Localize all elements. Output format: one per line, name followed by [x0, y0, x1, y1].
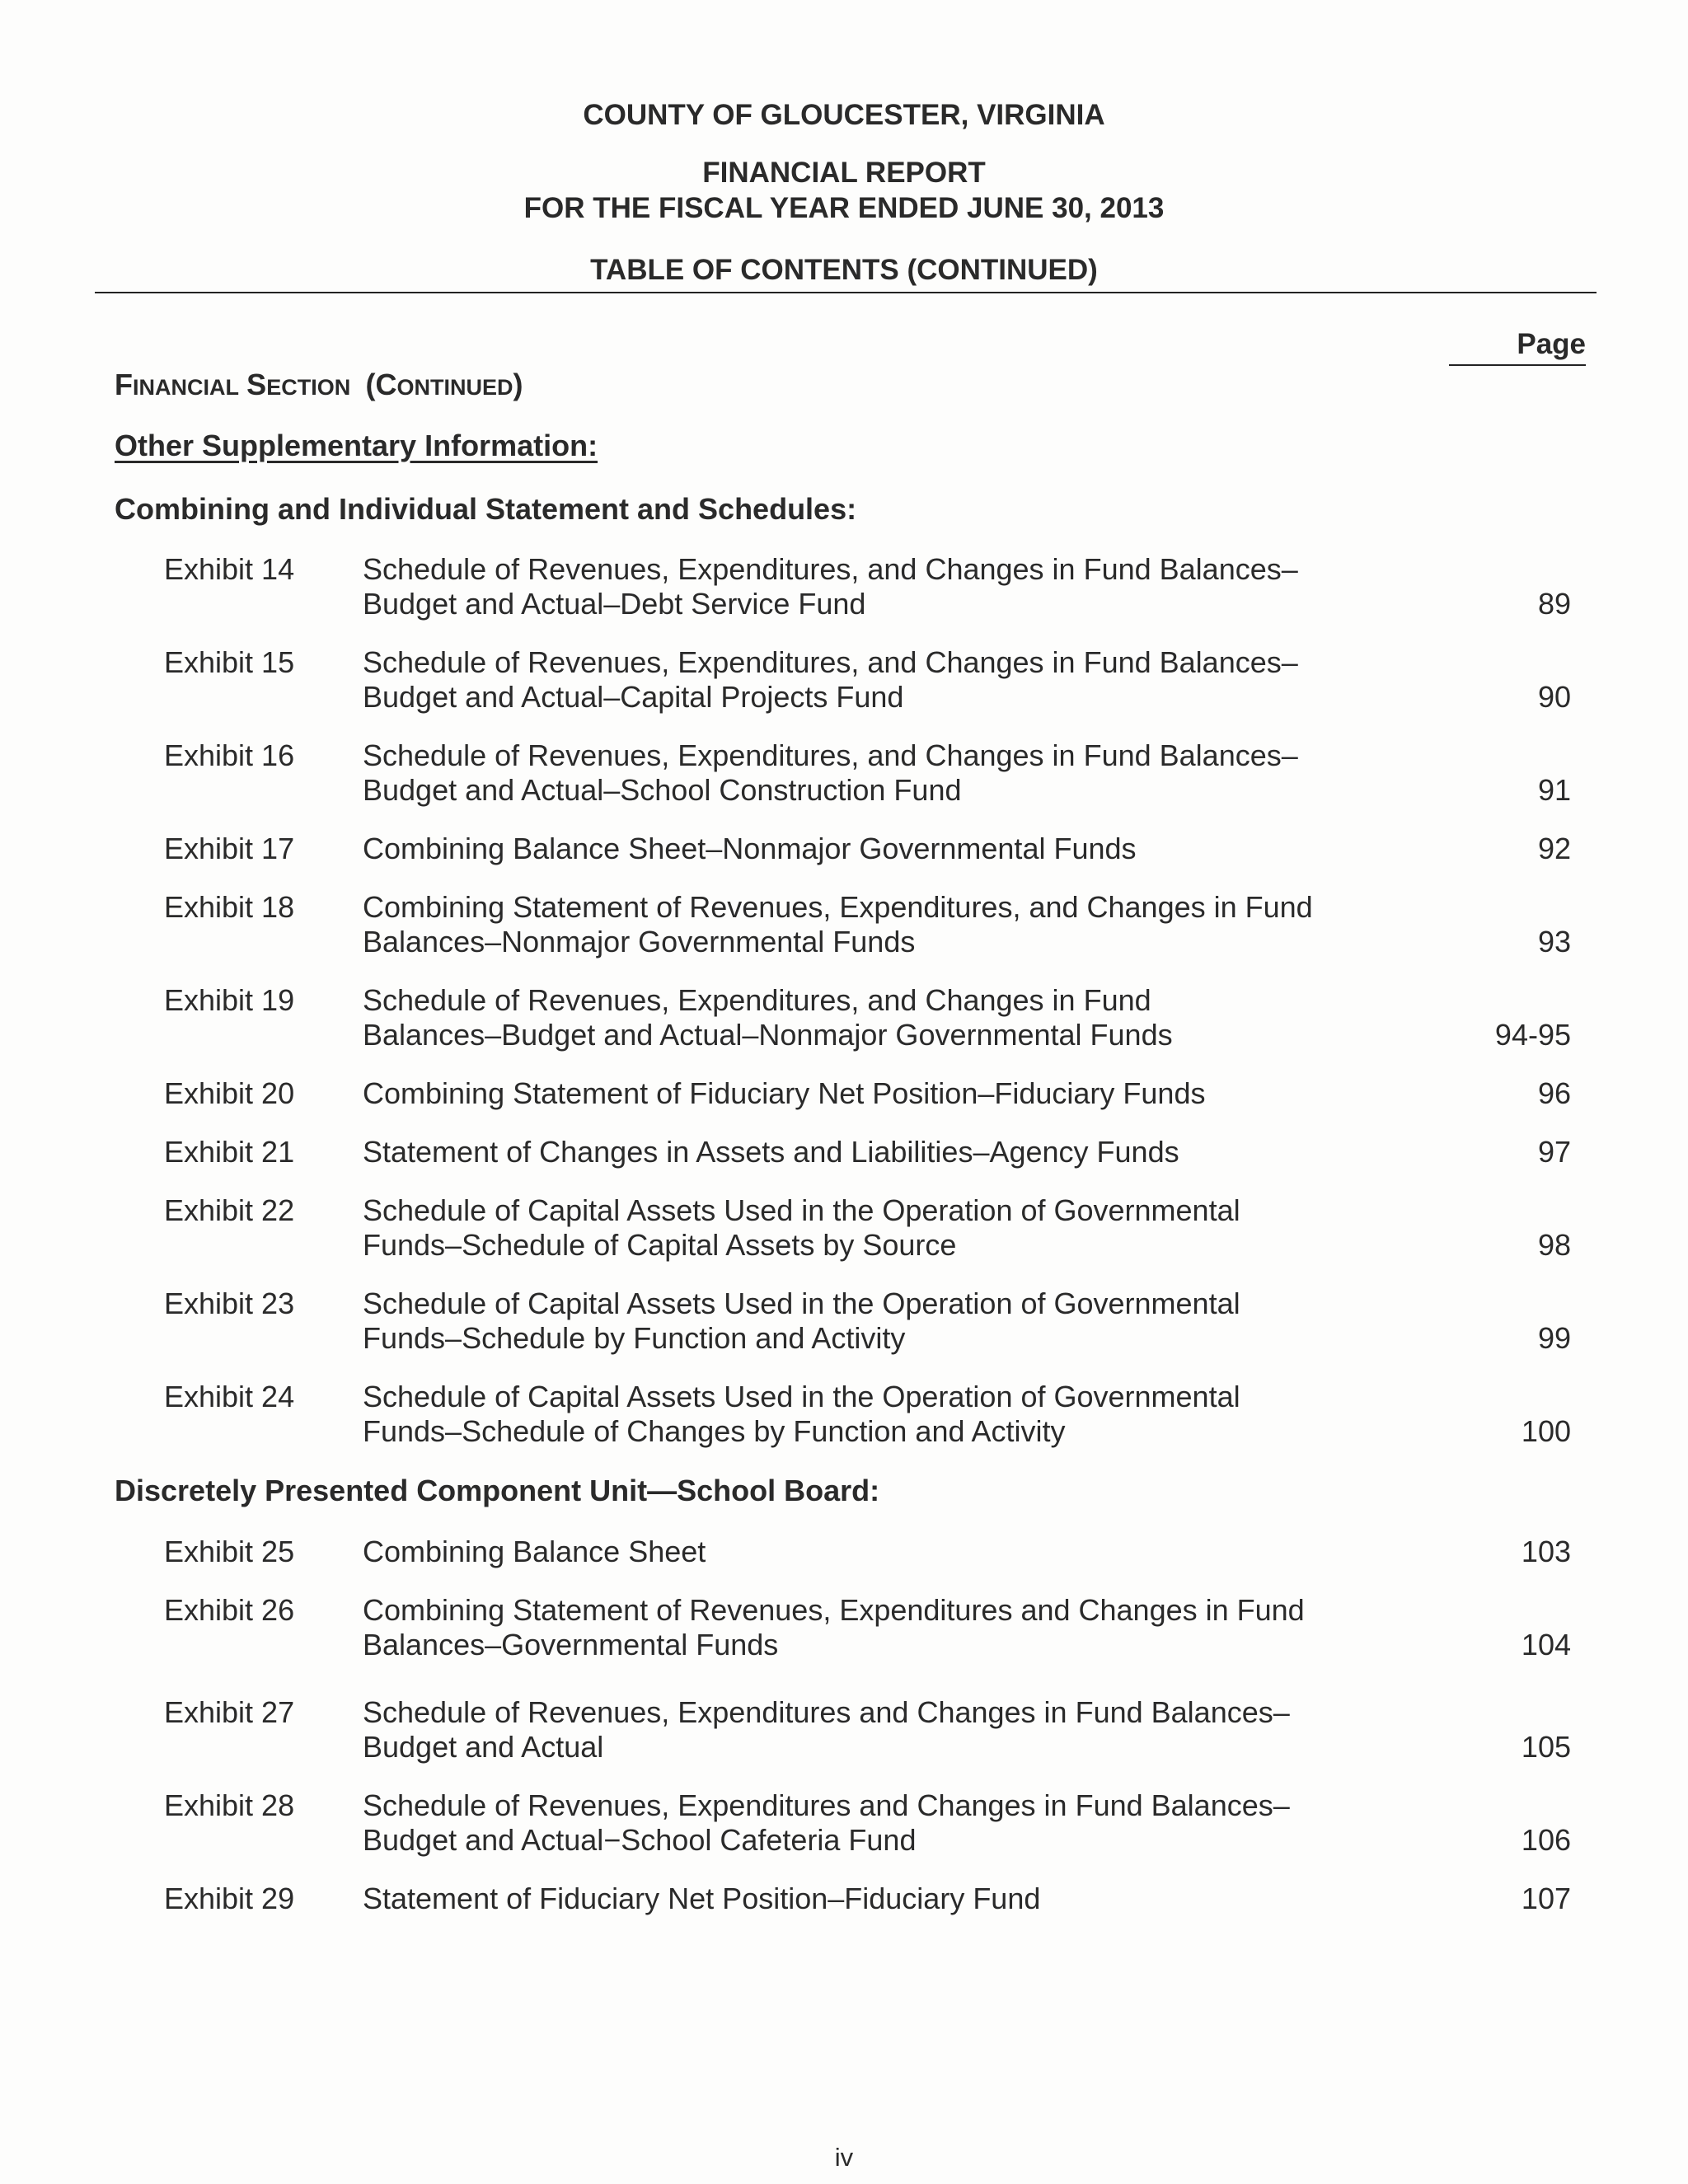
toc-entry[interactable]: Exhibit 27 Schedule of Revenues, Expenditures and Changes in Fund Balances– Budget and Actual 105: [164, 1695, 1571, 1764]
other-supplementary-heading: Other Supplementary Information:: [115, 429, 598, 462]
toc-entry[interactable]: Exhibit 28 Schedule of Revenues, Expenditures and Changes in Fund Balances– Budget and Actual−School Cafeteria Fund 106: [164, 1788, 1571, 1857]
group-heading-school-board: Discretely Presented Component Unit—School Board:: [115, 1474, 880, 1507]
toc-entry[interactable]: Exhibit 14 Schedule of Revenues, Expenditures, and Changes in Fund Balances– Budget and Actual–Debt Service Fund 89: [164, 552, 1571, 621]
toc-entry[interactable]: Exhibit 20 Combining Statement of Fiduciary Net Position–Fiduciary Funds 96: [164, 1076, 1571, 1110]
toc-entry[interactable]: Exhibit 23 Schedule of Capital Assets Used in the Operation of Governmental Funds–Schedule by Function and Activity 99: [164, 1286, 1571, 1355]
page-column-heading: Page: [1449, 328, 1586, 366]
toc-entry[interactable]: Exhibit 15 Schedule of Revenues, Expenditures, and Changes in Fund Balances– Budget and Actual–Capital Projects Fund 90: [164, 645, 1571, 714]
toc-list-school-board: [0, 1535, 1688, 1940]
section-heading: FINANCIAL SECTION (CONTINUED): [115, 368, 523, 401]
toc-title: TABLE OF CONTENTS (CONTINUED): [590, 254, 1098, 286]
toc-entry[interactable]: Exhibit 24 Schedule of Capital Assets Used in the Operation of Governmental Funds–Schedule of Changes by Function and Activity 100: [164, 1380, 1571, 1448]
county-title: COUNTY OF GLOUCESTER, VIRGINIA: [583, 99, 1105, 131]
toc-entry[interactable]: Exhibit 18 Combining Statement of Revenues, Expenditures, and Changes in Fund Balances–Nonmajor Governmental Funds 93: [164, 890, 1571, 958]
report-title: FINANCIAL REPORT: [702, 157, 986, 189]
page-number: iv: [834, 2143, 854, 2172]
header-divider: [95, 292, 1597, 293]
group-heading-combining: Combining and Individual Statement and Schedules:: [115, 492, 857, 526]
toc-entry[interactable]: Exhibit 21 Statement of Changes in Assets and Liabilities–Agency Funds 97: [164, 1135, 1571, 1169]
toc-entry[interactable]: Exhibit 16 Schedule of Revenues, Expenditures, and Changes in Fund Balances– Budget and Actual–School Construction Fund 91: [164, 738, 1571, 807]
fiscal-year-title: FOR THE FISCAL YEAR ENDED JUNE 30, 2013: [523, 192, 1165, 224]
toc-list-combining: [0, 552, 1688, 1473]
toc-entry[interactable]: Exhibit 22 Schedule of Capital Assets Used in the Operation of Governmental Funds–Schedule of Capital Assets by Source 98: [164, 1193, 1571, 1262]
toc-entry[interactable]: Exhibit 17 Combining Balance Sheet–Nonmajor Governmental Funds 92: [164, 832, 1571, 865]
toc-entry[interactable]: Exhibit 29 Statement of Fiduciary Net Position–Fiduciary Fund 107: [164, 1882, 1571, 1915]
toc-entry[interactable]: Exhibit 25 Combining Balance Sheet 103: [164, 1535, 1571, 1568]
toc-entry[interactable]: Exhibit 19 Schedule of Revenues, Expenditures, and Changes in Fund Balances–Budget and Actual–Nonmajor Governmental Funds 94-95: [164, 983, 1571, 1052]
toc-entry[interactable]: Exhibit 26 Combining Statement of Revenues, Expenditures and Changes in Fund Balances–Governmental Funds 104: [164, 1593, 1571, 1661]
